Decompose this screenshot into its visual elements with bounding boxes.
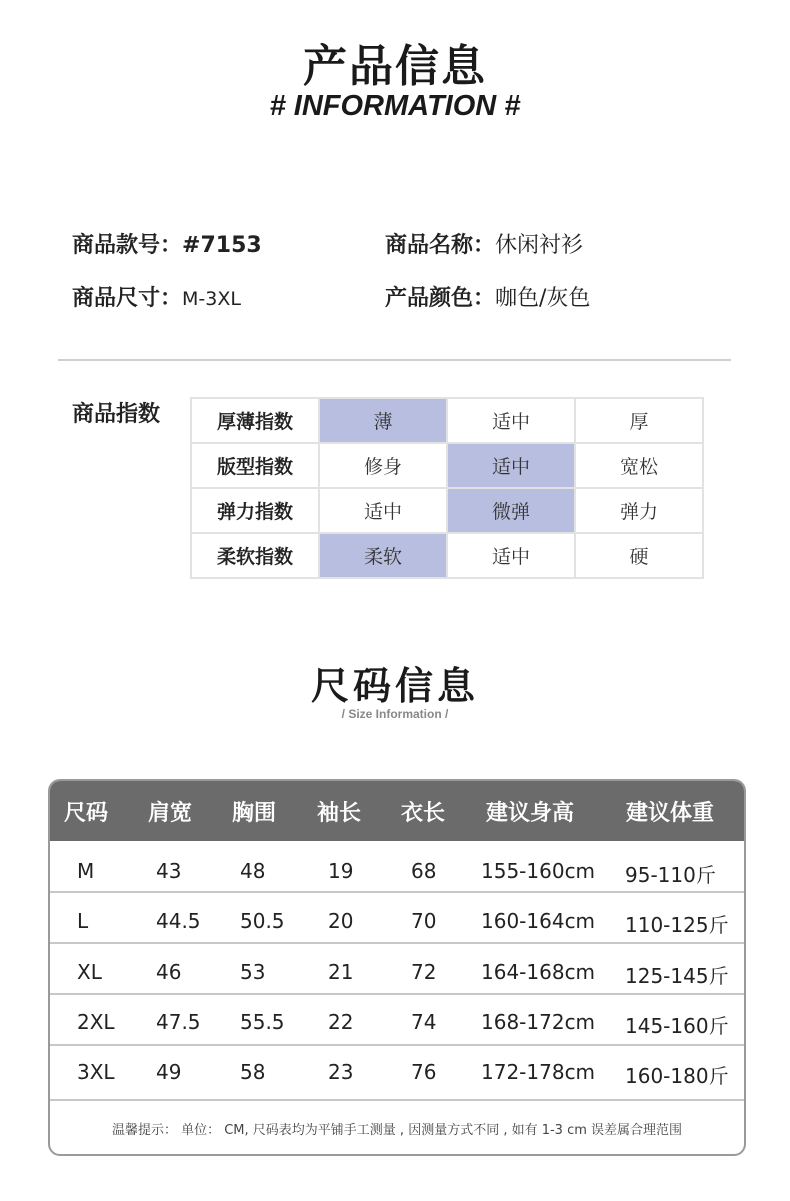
table-cell: 68 (411, 859, 437, 883)
index-row-elasticity (191, 488, 703, 533)
column-header: 建议体重 (626, 801, 715, 826)
table-cell: XL (77, 960, 102, 984)
column-header: 衣长 (401, 801, 446, 826)
info-style-number (72, 228, 262, 259)
index-row-label: 柔软指数 (191, 533, 319, 578)
table-cell: 44.5 (156, 909, 201, 933)
table-row (50, 947, 744, 997)
index-option: 适中 (447, 443, 575, 488)
index-option: 薄 (319, 398, 447, 443)
table-cell: 19 (328, 859, 354, 883)
table-cell: M (77, 859, 95, 883)
table-cell: 22 (328, 1010, 354, 1034)
index-option: 柔软 (319, 533, 447, 578)
index-option: 适中 (447, 533, 575, 578)
info-size-range (72, 281, 241, 312)
info-product-name (385, 228, 583, 259)
table-cell: 74 (411, 1010, 437, 1034)
index-option: 宽松 (575, 443, 703, 488)
table-cell: 53 (240, 960, 266, 984)
table-cell: 46 (156, 960, 182, 984)
info-key: 产品颜色： (385, 286, 496, 311)
size-section-title: 尺码信息 (310, 664, 479, 708)
index-row-softness (191, 533, 703, 578)
row-divider (50, 1099, 744, 1101)
column-header: 胸围 (232, 801, 277, 826)
table-cell: 72 (411, 960, 437, 984)
table-row (50, 896, 744, 946)
index-option: 适中 (447, 398, 575, 443)
size-chart-table (48, 779, 746, 1156)
info-key: 商品名称： (385, 233, 496, 258)
table-cell: 23 (328, 1060, 354, 1084)
index-row-label: 厚薄指数 (191, 398, 319, 443)
column-header: 袖长 (317, 801, 362, 826)
index-row-fit (191, 443, 703, 488)
table-cell: L (77, 909, 89, 933)
index-row-label: 版型指数 (191, 443, 319, 488)
size-note: 温馨提示： 单位： CM, 尺码表均为平铺手工测量 , 因测量方式不同 , 如有 1-3 cm 误差属合理范围 (111, 1123, 683, 1138)
page-title: 产品信息 (303, 41, 487, 92)
table-cell: 76 (411, 1060, 437, 1084)
table-cell: 155-160cm (481, 859, 596, 883)
table-cell: 43 (156, 859, 182, 883)
index-section-label: 商品指数 (72, 402, 161, 427)
size-chart-header (50, 781, 744, 841)
table-cell: 164-168cm (481, 960, 596, 984)
row-divider (50, 1044, 744, 1046)
table-cell: 21 (328, 960, 354, 984)
column-header: 尺码 (64, 801, 109, 826)
info-value: #7153 (182, 233, 262, 258)
index-row-label: 弹力指数 (191, 488, 319, 533)
table-cell: 48 (240, 859, 266, 883)
table-cell: 49 (156, 1060, 182, 1084)
info-value: 休闲衬衫 (495, 233, 584, 258)
index-option: 修身 (319, 443, 447, 488)
table-cell: 55.5 (240, 1010, 285, 1034)
column-header: 肩宽 (148, 801, 193, 826)
table-cell: 125-145斤 (625, 964, 729, 988)
index-option: 厚 (575, 398, 703, 443)
table-cell: 20 (328, 909, 354, 933)
table-cell: 50.5 (240, 909, 285, 933)
table-cell: 160-164cm (481, 909, 596, 933)
table-cell: 70 (411, 909, 437, 933)
info-value: M-3XL (182, 288, 241, 310)
table-cell: 58 (240, 1060, 266, 1084)
product-index-table (190, 397, 704, 579)
table-cell: 95-110斤 (625, 863, 716, 887)
table-row (50, 1047, 744, 1097)
table-row (50, 846, 744, 896)
table-cell: 110-125斤 (625, 913, 729, 937)
info-color (385, 281, 590, 312)
row-divider (50, 891, 744, 893)
index-row-thickness (191, 398, 703, 443)
index-option: 弹力 (575, 488, 703, 533)
table-cell: 145-160斤 (625, 1014, 729, 1038)
row-divider (50, 942, 744, 944)
info-value: 咖色/灰色 (495, 286, 591, 311)
size-section-subtitle: / Size Information / (341, 707, 449, 721)
table-cell: 47.5 (156, 1010, 201, 1034)
table-cell: 172-178cm (481, 1060, 596, 1084)
row-divider (50, 993, 744, 995)
table-cell: 3XL (77, 1060, 115, 1084)
index-option: 适中 (319, 488, 447, 533)
section-divider (58, 359, 731, 361)
index-option: 硬 (575, 533, 703, 578)
table-cell: 160-180斤 (625, 1064, 729, 1088)
column-header: 建议身高 (486, 801, 575, 826)
page-subtitle: # INFORMATION # (269, 90, 521, 122)
table-cell: 168-172cm (481, 1010, 596, 1034)
table-cell: 2XL (77, 1010, 115, 1034)
info-key: 商品尺寸： (72, 286, 183, 311)
table-row (50, 997, 744, 1047)
index-option: 微弹 (447, 488, 575, 533)
info-key: 商品款号： (72, 233, 183, 258)
